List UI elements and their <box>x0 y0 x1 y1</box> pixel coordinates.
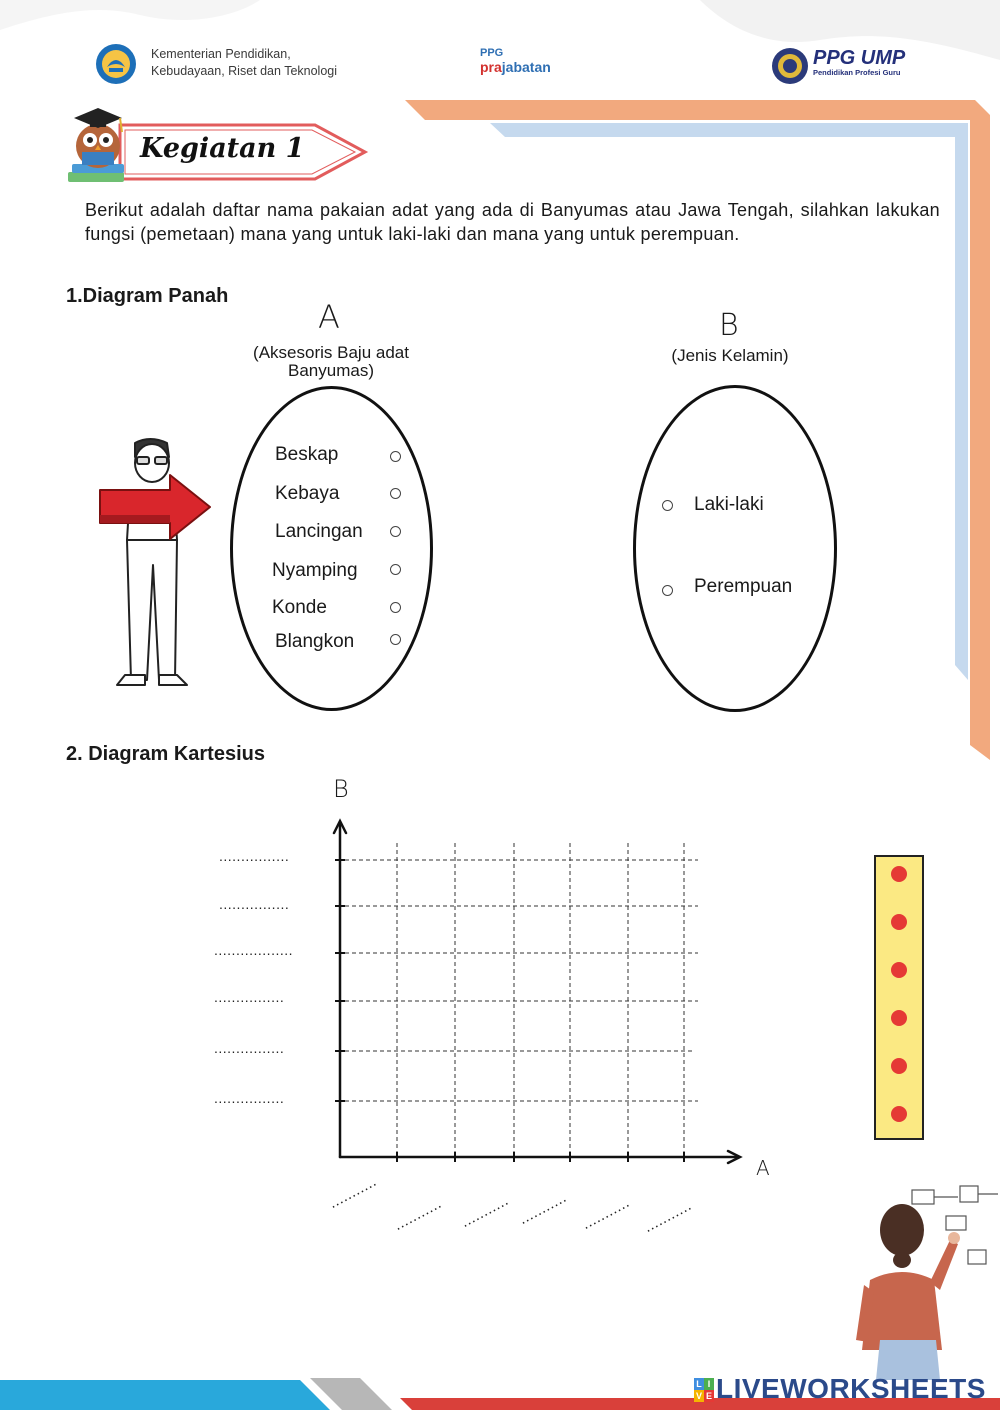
section-1-title: 1.Diagram Panah <box>66 285 229 307</box>
ppg-small-label: PPG <box>480 47 504 59</box>
y-answer-blank-4[interactable]: ................ <box>214 989 285 1005</box>
cartesian-grid <box>320 815 760 1175</box>
set-a-connector-konde[interactable] <box>390 602 401 613</box>
ppg-main-blue: jabatan <box>501 59 551 75</box>
set-a-connector-kebaya[interactable] <box>390 488 401 499</box>
intro-paragraph: Berikut adalah daftar nama pakaian adat yang ada di Banyumas atau Jawa Tengah, silahkan lakukan fungsi (pemetaan) mana yang untuk laki-laki dan mana yang untuk perempuan. <box>85 200 940 244</box>
y-answer-blank-2[interactable]: ................ <box>219 896 290 912</box>
x-answer-blank-1[interactable]: ........... <box>326 1172 380 1213</box>
y-answer-blank-1[interactable]: ................ <box>219 848 290 864</box>
set-a-ellipse <box>230 386 433 711</box>
man-with-arrow-illustration <box>95 435 220 690</box>
footer-brand-a: LIVE <box>716 1373 781 1404</box>
set-a-connector-nyamping[interactable] <box>390 564 401 575</box>
set-b-item-laki-laki: Laki-laki <box>694 494 764 515</box>
y-answer-blank-5[interactable]: ................ <box>214 1040 285 1056</box>
x-axis-label: A <box>756 1156 770 1180</box>
ump-title: PPG UMP <box>813 47 906 69</box>
x-answer-blank-4[interactable]: ........... <box>516 1188 570 1229</box>
set-a-item-nyamping: Nyamping <box>272 560 358 581</box>
set-a-item-beskap: Beskap <box>275 444 339 465</box>
marker-token[interactable] <box>891 1106 907 1122</box>
ministry-line-2: Kebudayaan, Riset dan Teknologi <box>151 64 338 78</box>
y-axis-label: B <box>333 775 349 803</box>
liveworksheets-wordmark <box>716 1373 986 1405</box>
set-b-item-perempuan: Perempuan <box>694 576 793 597</box>
set-a-connector-beskap[interactable] <box>390 451 401 462</box>
marker-token[interactable] <box>891 1058 907 1074</box>
x-answer-blank-5[interactable]: ........... <box>579 1193 633 1234</box>
set-a-subtitle-line-1: (Aksesoris Baju adat <box>253 343 409 362</box>
y-answer-blank-6[interactable]: ................ <box>214 1090 285 1106</box>
set-b-connector-laki-laki[interactable] <box>662 500 673 511</box>
set-a-connector-blangkon[interactable] <box>390 634 401 645</box>
footer-brand-b: WORKSHEETS <box>780 1373 986 1404</box>
set-a-connector-lancingan[interactable] <box>390 526 401 537</box>
x-answer-blank-6[interactable]: ........... <box>641 1196 695 1237</box>
set-a-item-blangkon: Blangkon <box>275 631 355 652</box>
set-b-letter: B <box>719 308 739 343</box>
set-b-subtitle: (Jenis Kelamin) <box>671 346 789 365</box>
set-a-item-lancingan: Lancingan <box>275 521 363 542</box>
marker-token[interactable] <box>891 1010 907 1026</box>
set-a-item-kebaya: Kebaya <box>275 483 340 504</box>
liveworksheets-badge-icon: L I V E <box>695 1379 712 1401</box>
ministry-line-1: Kementerian Pendidikan, <box>151 47 291 61</box>
x-answer-blank-3[interactable]: ........... <box>458 1191 512 1232</box>
x-answer-blank-2[interactable]: ........... <box>391 1194 445 1235</box>
marker-token[interactable] <box>891 914 907 930</box>
set-a-letter: A <box>318 298 340 336</box>
set-a-subtitle <box>230 344 432 380</box>
y-answer-blank-3[interactable]: .................. <box>214 942 294 958</box>
marker-token[interactable] <box>891 962 907 978</box>
woman-at-whiteboard-illustration <box>850 1180 1000 1380</box>
marker-token[interactable] <box>891 866 907 882</box>
section-2-title: 2. Diagram Kartesius <box>66 743 265 765</box>
set-a-item-konde: Konde <box>272 597 327 618</box>
set-b-connector-perempuan[interactable] <box>662 585 673 596</box>
ppg-main-red: pra <box>480 59 502 75</box>
marker-token-panel <box>874 855 924 1140</box>
set-a-subtitle-line-2: Banyumas) <box>288 361 374 380</box>
set-b-ellipse <box>633 385 837 712</box>
ump-subtitle: Pendidikan Profesi Guru <box>813 68 901 77</box>
owl-mascot-icon <box>64 104 136 186</box>
activity-title: Kegiatan 1 <box>140 133 305 164</box>
